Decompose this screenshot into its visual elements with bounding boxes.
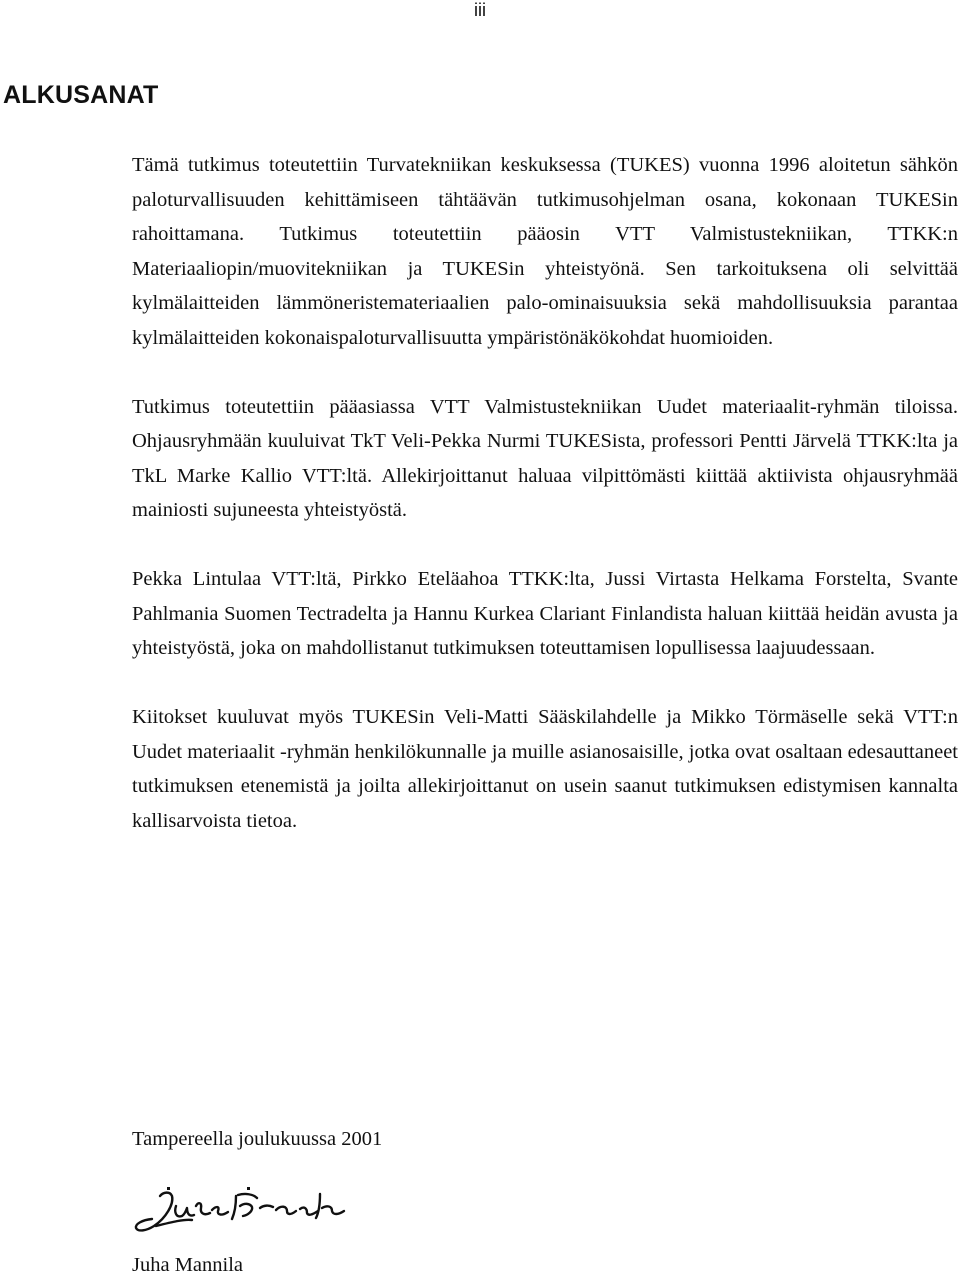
- paragraph-4: Kiitokset kuuluvat myös TUKESin Veli-Matti Sääskilahdelle ja Mikko Törmäselle sekä VTT:n Uudet materiaalit -ryhmän henkilökunnalle ja muille asianosaisille, jotka ovat osaltaan edesauttaneet tutkimuksen etenemistä ja joilta allekirjoittanut on usein saanut tutkimuksen edistymisen kannalta kallisarvoista tietoa.: [132, 706, 958, 832]
- page-number: iii: [474, 0, 486, 20]
- section-heading: ALKUSANAT: [3, 81, 159, 109]
- author-name: Juha Mannila: [132, 1254, 244, 1276]
- paragraph-1: Tämä tutkimus toteutettiin Turvatekniikan keskuksessa (TUKES) vuonna 1996 aloitetun sähkön paloturvallisuuden kehittämiseen tähtäävän tutkimusohjelman osana, kokonaan TUKESin rahoittamana. Tutkimus toteutettiin pääosin VTT Valmistustekniikan, TTKK:n Materiaaliopin/muovitekniikan ja TUKESin yhteistyönä. Sen tarkoituksena oli selvittää kylmälaitteiden lämmöneristemateriaalien palo-ominaisuuksia sekä mahdollisuuksia parantaa kylmälaitteiden kokonaispaloturvallisuutta ympäristönäkökohdat huomioiden.: [132, 154, 958, 349]
- paragraph-2: Tutkimus toteutettiin pääasiassa VTT Valmistustekniikan Uudet materiaalit-ryhmän tiloissa. Ohjausryhmään kuuluivat TkT Veli-Pekka Nurmi TUKESista, professori Pentti Järvelä TTKK:lta ja TkL Marke Kallio VTT:ltä. Allekirjoittanut haluaa vilpittömästi kiittää aktiivista ohjausryhmää mainiosti sujuneesta yhteistyöstä.: [132, 395, 958, 521]
- place-date: Tampereella joulukuussa 2001: [132, 1128, 383, 1150]
- preface-body: [132, 148, 958, 873]
- paragraph-3: Pekka Lintulaa VTT:ltä, Pirkko Eteläahoa TTKK:lta, Jussi Virtasta Helkama Forstelta, Svante Pahlmania Suomen Tectradelta ja Hannu Kurkea Clariant Finlandista haluan kiittää heidän avusta ja yhteistyöstä, joka on mahdollistanut tutkimuksen toteuttamisen lopullisessa laajuudessaan.: [132, 568, 958, 659]
- signature: [132, 1186, 347, 1244]
